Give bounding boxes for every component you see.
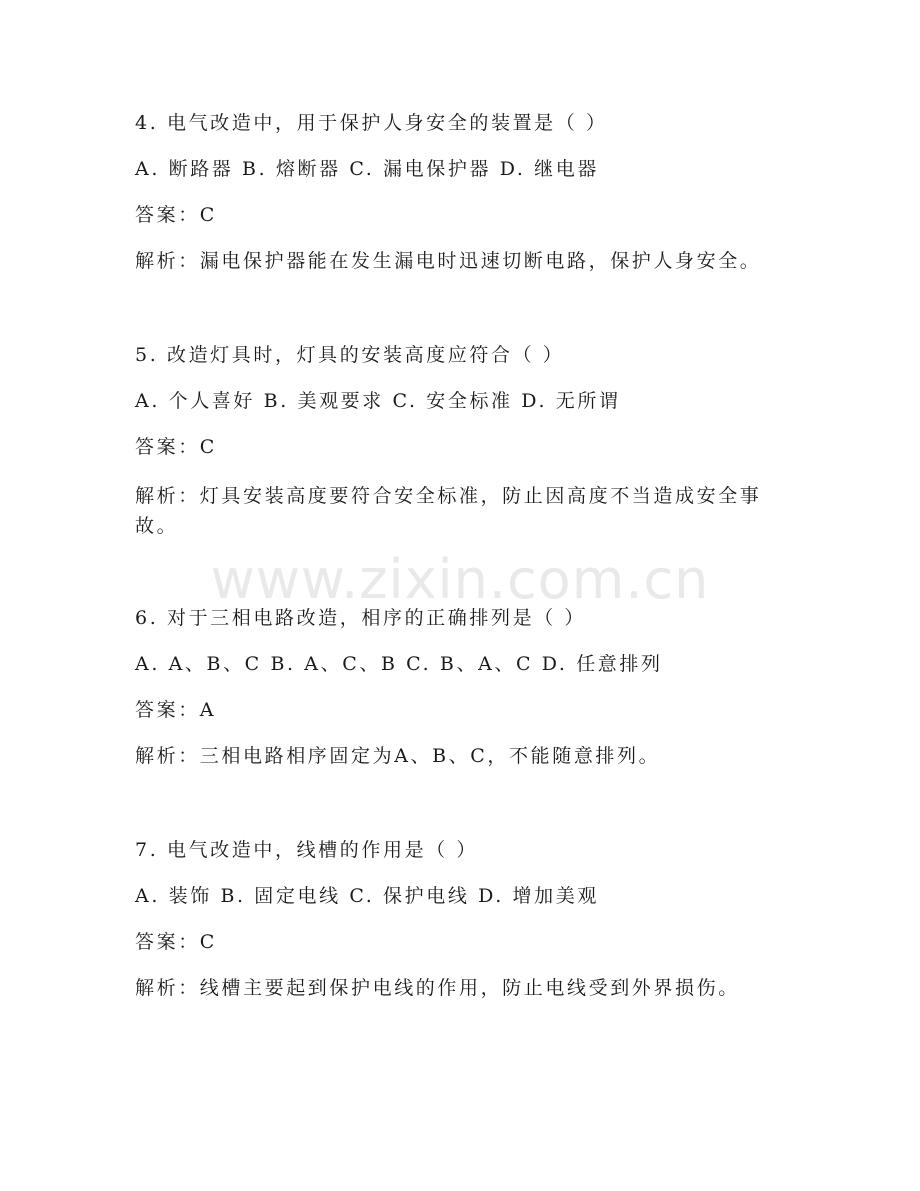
question-options: A. 个人喜好 B. 美观要求 C. 安全标准 D. 无所谓	[135, 390, 621, 412]
question-options: A. 装饰 B. 固定电线 C. 保护电线 D. 增加美观	[135, 885, 599, 907]
watermark: www.zixin.com.cn	[210, 548, 710, 611]
question-text: 6. 对于三相电路改造，相序的正确排列是（ ）	[135, 607, 587, 629]
answer-text: 答案：C	[135, 436, 217, 458]
question-text: 4. 电气改造中，用于保护人身安全的装置是（ ）	[135, 112, 608, 134]
analysis-text: 解析：三相电路相序固定为A、B、C，不能随意排列。	[135, 745, 661, 767]
question-block-6	[135, 606, 795, 768]
answer-text: 答案：A	[135, 699, 217, 721]
question-options: A. A、B、C B. A、C、B C. B、A、C D. 任意排列	[135, 653, 663, 675]
analysis-text: 解析：灯具安装高度要符合安全标准，防止因高度不当造成安全事故。	[135, 485, 762, 537]
question-block-5	[135, 343, 795, 541]
question-text: 7. 电气改造中，线槽的作用是（ ）	[135, 839, 479, 861]
question-options: A. 断路器 B. 熔断器 C. 漏电保护器 D. 继电器	[135, 158, 599, 180]
answer-text: 答案：C	[135, 204, 217, 226]
question-text: 5. 改造灯具时，灯具的安装高度应符合（ ）	[135, 344, 565, 366]
question-block-4	[135, 111, 795, 273]
analysis-text: 解析：漏电保护器能在发生漏电时迅速切断电路，保护人身安全。	[135, 250, 762, 272]
answer-text: 答案：C	[135, 931, 217, 953]
analysis-text: 解析：线槽主要起到保护电线的作用，防止电线受到外界损伤。	[135, 977, 740, 999]
question-block-7	[135, 838, 795, 1000]
